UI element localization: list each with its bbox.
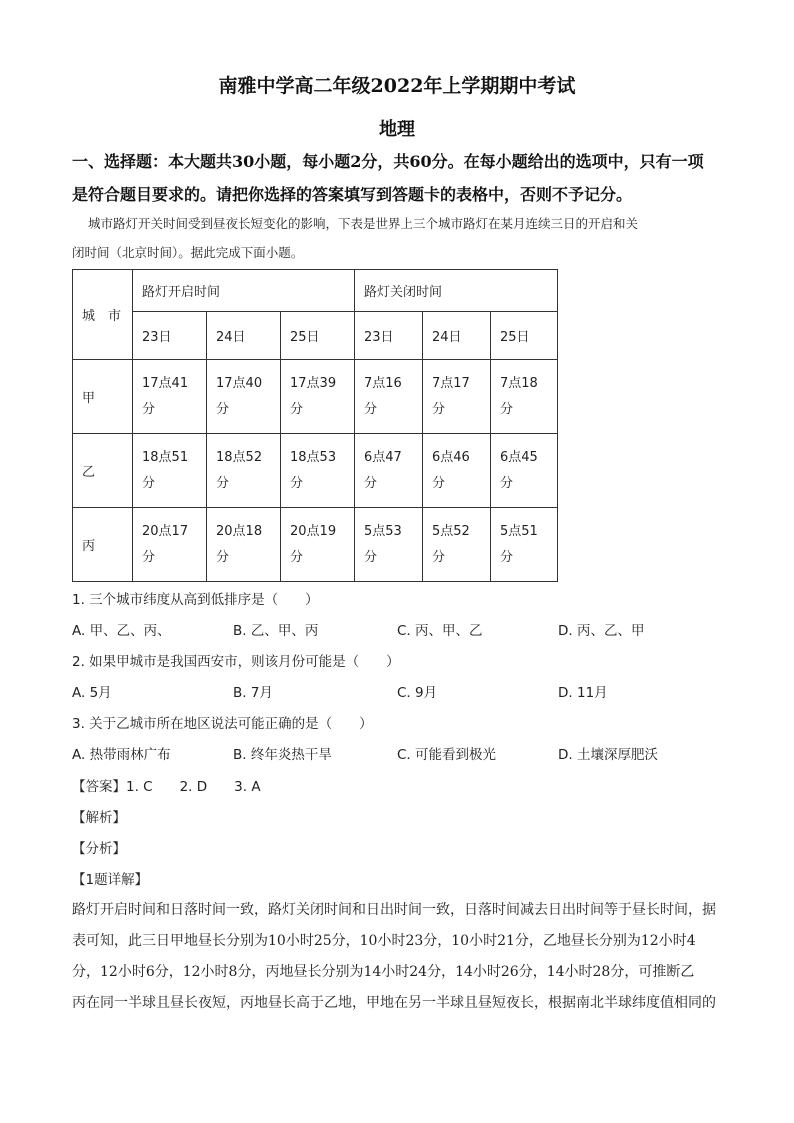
time-cell: 6点46 分 xyxy=(423,434,491,508)
time-cell: 7点17 分 xyxy=(423,360,491,434)
question-2-option-d: D. 11月 xyxy=(558,685,608,701)
lamp-on-header: 路灯开启时间 xyxy=(133,270,355,312)
question-1-option-a: A. 甲、乙、丙、 xyxy=(72,623,171,639)
time-cell: 20点17 分 xyxy=(133,508,207,582)
time-cell: 5点52 分 xyxy=(423,508,491,582)
answer-line xyxy=(72,775,261,795)
question-2-stem: 2. 如果甲城市是我国西安市，则该月份可能是（ ） xyxy=(72,654,400,670)
section-instructions-line1: 一、选择题：本大题共30小题，每小题2分，共60分。在每小题给出的选项中，只有一项 xyxy=(72,152,704,171)
question-3-option-d: D. 土壤深厚肥沃 xyxy=(558,747,658,763)
question-3-stem: 3. 关于乙城市所在地区说法可能正确的是（ ） xyxy=(72,716,373,732)
time-cell: 6点45 分 xyxy=(491,434,558,508)
time-cell: 7点16 分 xyxy=(355,360,423,434)
time-cell: 17点39 分 xyxy=(281,360,355,434)
intro-line2: 闭时间（北京时间）。据此完成下面小题。 xyxy=(72,245,304,260)
day-header: 23日 xyxy=(355,312,423,360)
time-cell: 7点18 分 xyxy=(491,360,558,434)
city-name: 丙 xyxy=(73,508,133,582)
exam-title: 南雅中学高二年级2022年上学期期中考试 xyxy=(218,75,576,97)
day-header: 25日 xyxy=(281,312,355,360)
question-3-option-a: A. 热带雨林广布 xyxy=(72,747,171,763)
day-header: 24日 xyxy=(207,312,281,360)
city-header: 城 市 xyxy=(73,270,133,360)
time-cell: 20点19 分 xyxy=(281,508,355,582)
question-1-option-b: B. 乙、甲、丙 xyxy=(233,623,319,639)
question-1-option-c: C. 丙、甲、乙 xyxy=(397,623,483,639)
section-instructions-line2: 是符合题目要求的。请把你选择的答案填写到答题卡的表格中，否则不予记分。 xyxy=(72,185,633,204)
question-2-option-c: C. 9月 xyxy=(397,685,438,701)
detail-label: 【1题详解】 xyxy=(72,872,149,888)
question-1-stem: 1. 三个城市纬度从高到低排序是（ ） xyxy=(72,592,319,608)
day-header: 24日 xyxy=(423,312,491,360)
day-header: 25日 xyxy=(491,312,558,360)
time-cell: 6点47 分 xyxy=(355,434,423,508)
table-row xyxy=(73,508,558,582)
detail-line-4: 丙在同一半球且昼长夜短，丙地昼长高于乙地，甲地在另一半球且昼短夜长，根据南北半球纬度值相同的 xyxy=(72,995,716,1011)
table-row xyxy=(73,434,558,508)
time-cell: 5点51 分 xyxy=(491,508,558,582)
question-2-option-b: B. 7月 xyxy=(233,685,273,701)
fenxi-label: 【分析】 xyxy=(72,841,126,857)
answer-label: 【答案】 xyxy=(72,779,126,795)
time-cell: 17点41 分 xyxy=(133,360,207,434)
day-header: 23日 xyxy=(133,312,207,360)
time-cell: 18点51 分 xyxy=(133,434,207,508)
question-3-option-b: B. 终年炎热干旱 xyxy=(233,747,332,763)
time-cell: 20点18 分 xyxy=(207,508,281,582)
city-name: 甲 xyxy=(73,360,133,434)
detail-line-1: 路灯开启时间和日落时间一致，路灯关闭时间和日出时间一致，日落时间减去日出时间等于昼长时间，据 xyxy=(72,902,716,918)
table-row xyxy=(73,360,558,434)
question-1-option-d: D. 丙、乙、甲 xyxy=(558,623,645,639)
street-lamp-table xyxy=(72,269,558,582)
time-cell: 18点53 分 xyxy=(281,434,355,508)
intro-line1: 城市路灯开关时间受到昼夜长短变化的影响，下表是世界上三个城市路灯在某月连续三日的开启和关 xyxy=(88,216,639,231)
city-name: 乙 xyxy=(73,434,133,508)
time-cell: 5点53 分 xyxy=(355,508,423,582)
time-cell: 17点40 分 xyxy=(207,360,281,434)
question-2-option-a: A. 5月 xyxy=(72,685,112,701)
detail-line-3: 分，12小时6分，12小时8分，丙地昼长分别为14小时24分，14小时26分，14小时28分，可推断乙 xyxy=(72,964,695,980)
time-cell: 18点52 分 xyxy=(207,434,281,508)
question-3-option-c: C. 可能看到极光 xyxy=(397,747,497,763)
analysis-label: 【解析】 xyxy=(72,810,126,826)
answer-values: 1. C 2. D 3. A xyxy=(126,779,261,795)
detail-line-2: 表可知，此三日甲地昼长分别为10小时25分，10小时23分，10小时21分，乙地昼长分别为12小时4 xyxy=(72,933,696,949)
subject-title: 地理 xyxy=(379,119,415,140)
lamp-off-header: 路灯关闭时间 xyxy=(355,270,558,312)
